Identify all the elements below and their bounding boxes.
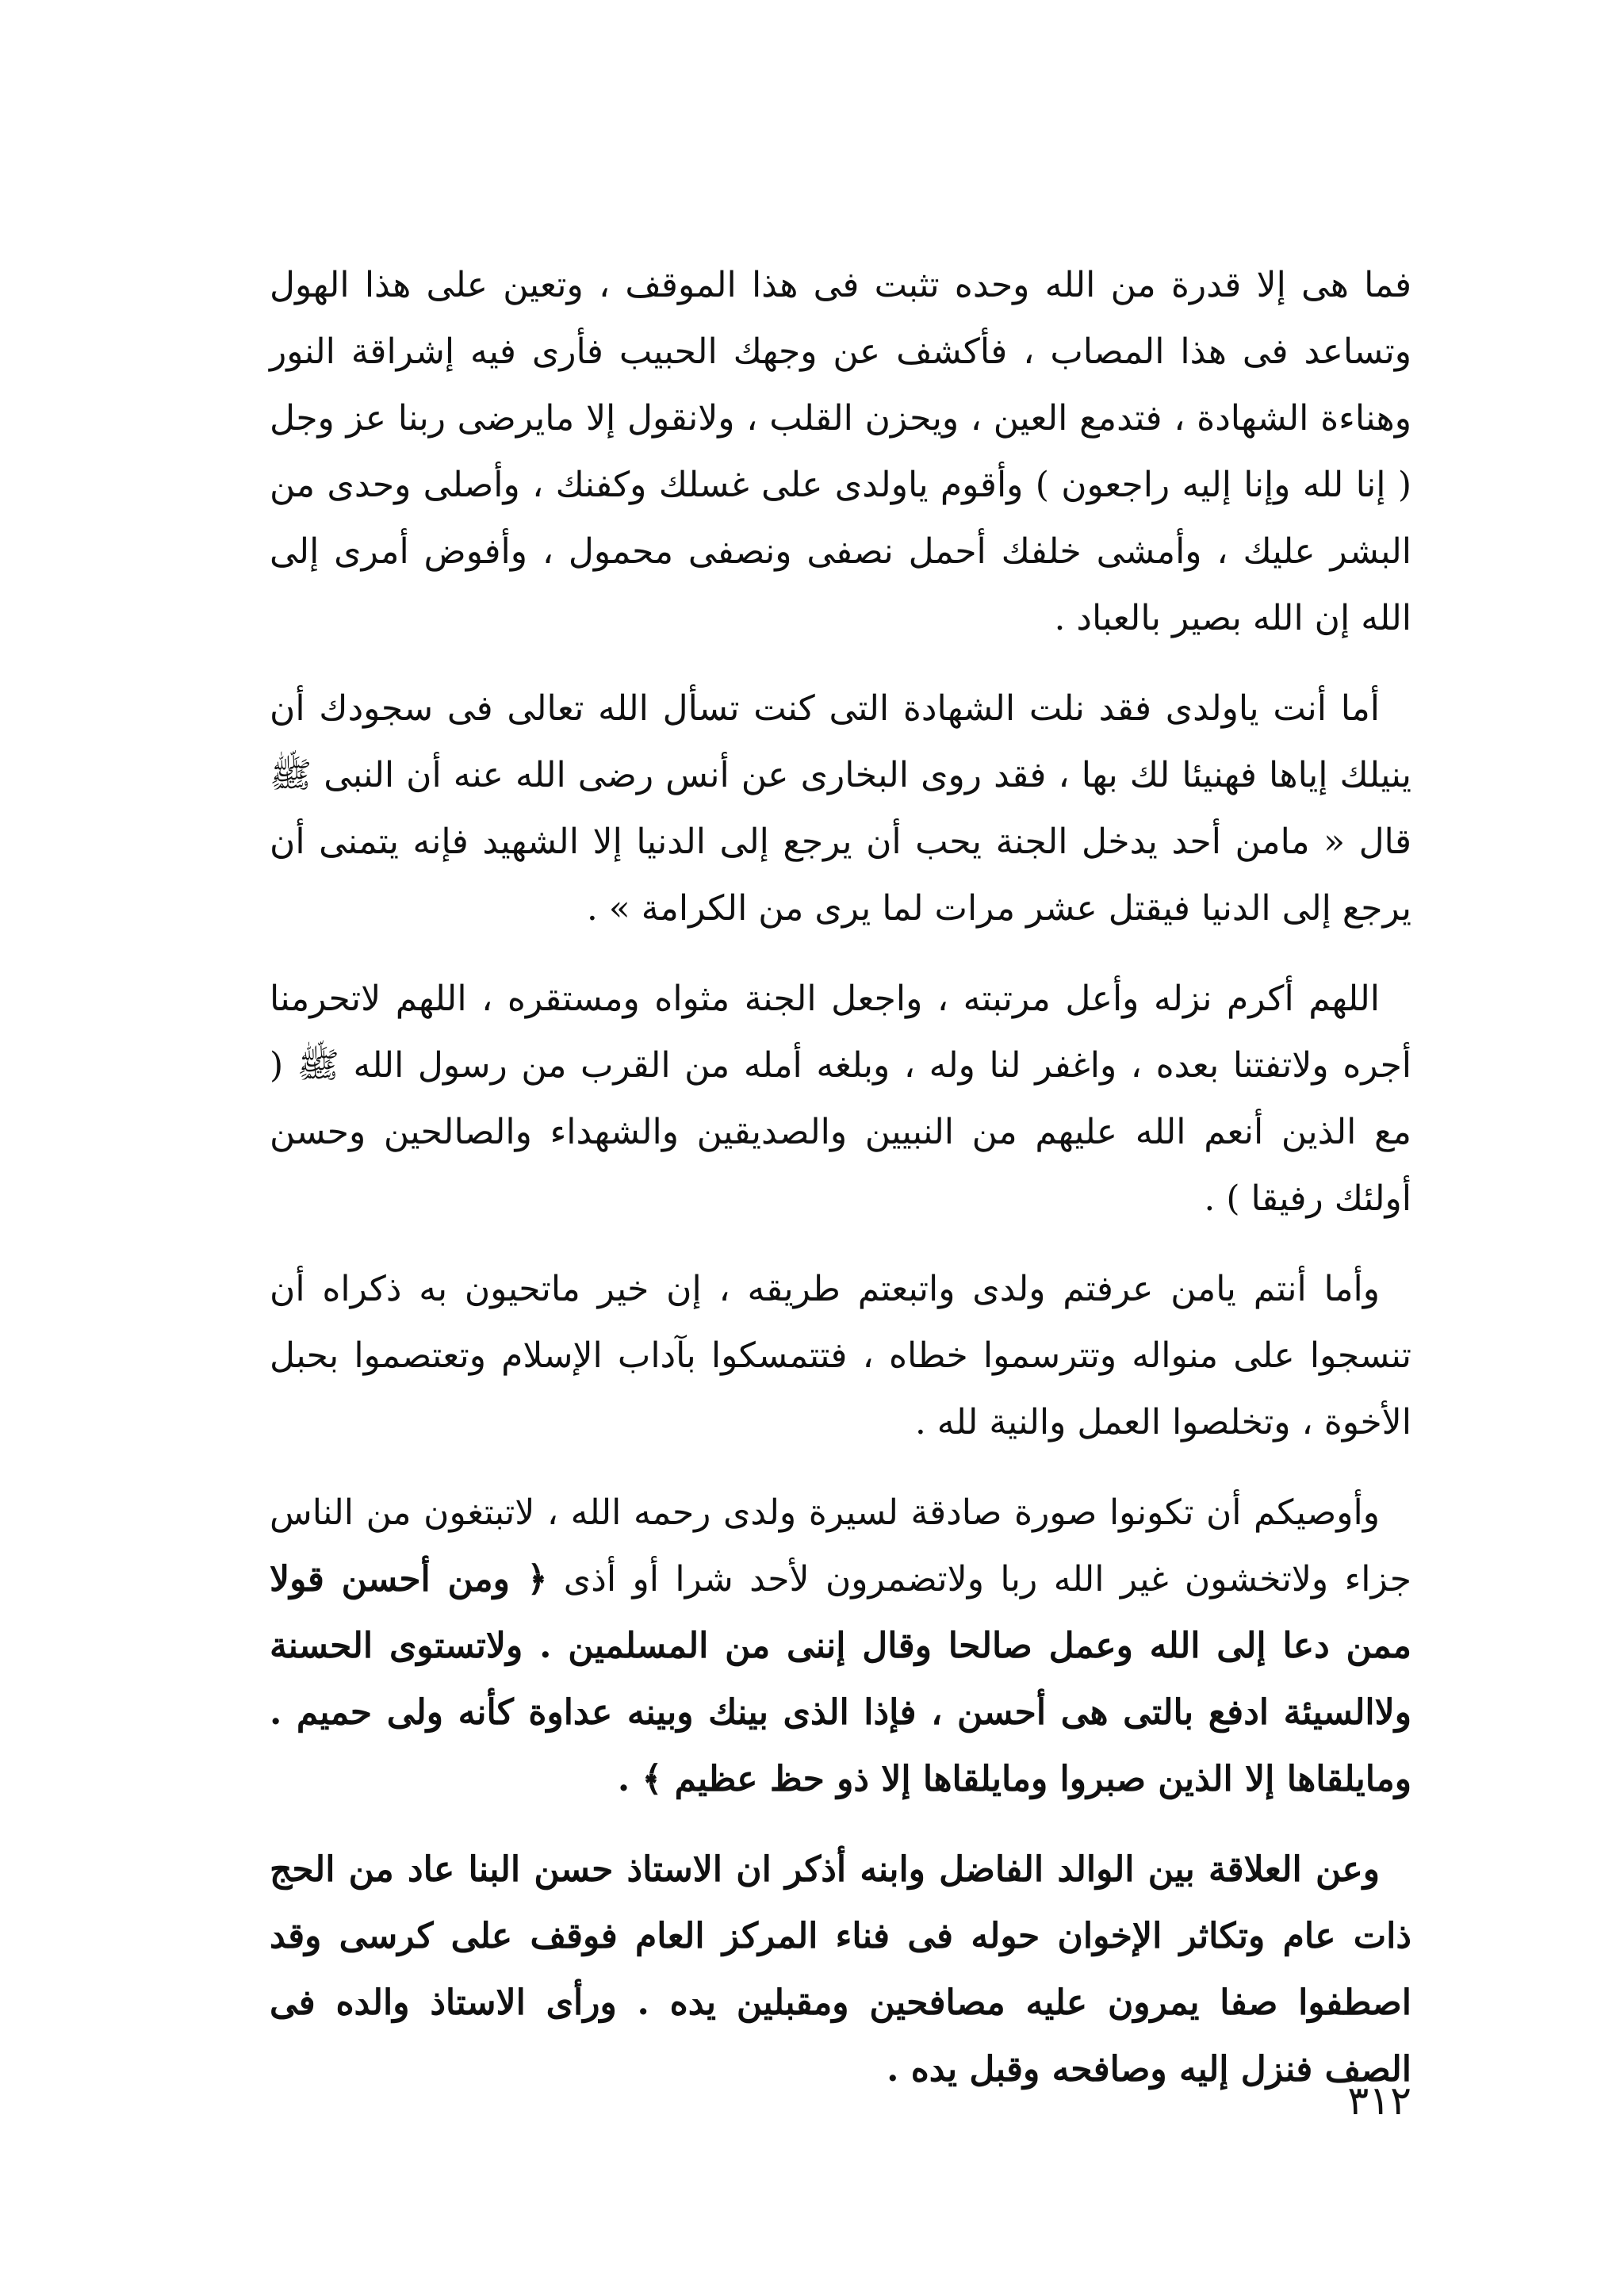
paragraph-6: وعن العلاقة بين الوالد الفاضل وابنه أذكر ان الاستاذ حسن البنا عاد من الحج ذات عام وتكاثر الإخوان حوله فى فناء المركز العام فوقف على كرسى وقد اصطفوا صفا يمرون عليه مصافحين ومقبلين يده . ورأى الاستاذ والده فى الصف فنزل إليه وصافحه وقبل يده . bbox=[270, 1849, 1411, 2090]
paragraph-5-normal: وأوصيكم أن تكونوا صورة صادقة لسيرة ولدى رحمه الله ، لاتبتغون من الناس جزاء ولاتخشون غير الله ربا ولاتضمرون لأحد شرا أو أذى bbox=[270, 1492, 1411, 1599]
paragraph-4: وأما أنتم يامن عرفتم ولدى واتبعتم طريقه ، إن خير ماتحيون به ذكراه أن تنسجوا على منواله وتترسموا خطاه ، فتتمسكوا بآداب الإسلام وتعتصموا بحبل الأخوة ، وتخلصوا العمل والنية لله . bbox=[270, 1269, 1411, 1442]
page-number: ٣١٢ bbox=[1347, 2078, 1411, 2124]
paragraph-5 bbox=[270, 1480, 1411, 1813]
paragraph-2: أما أنت ياولدى فقد نلت الشهادة التى كنت تسأل الله تعالى فى سجودك أن ينيلك إياها فهنيئا لك بها ، فقد روى البخارى عن أنس رضى الله عنه أن النبى ﷺ قال « مامن أحد يدخل الجنة يحب أن يرجع إلى الدنيا إلا الشهيد فإنه يتمنى أن يرجع إلى الدنيا فيقتل عشر مرات لما يرى من الكرامة » . bbox=[270, 688, 1411, 929]
body-text bbox=[270, 252, 1411, 2127]
paragraph-3: اللهم أكرم نزله وأعل مرتبته ، واجعل الجنة مثواه ومستقره ، اللهم لاتحرمنا أجره ولاتفتنا بعده ، واغفر لنا وله ، وبلغه أمله من القرب من رسول الله ﷺ ( مع الذين أنعم الله عليهم من النبيين والصديقين والشهداء والصالحين وحسن أولئك رفيقا ) . bbox=[270, 979, 1411, 1219]
paragraph-1: فما هى إلا قدرة من الله وحده تثبت فى هذا الموقف ، وتعين على هذا الهول وتساعد فى هذا المصاب ، فأكشف عن وجهك الحبيب فأرى فيه إشراقة النور وهناءة الشهادة ، فتدمع العين ، ويحزن القلب ، ولانقول إلا مايرضى ربنا عز وجل ( إنا لله وإنا إليه راجعون ) وأقوم ياولدى على غسلك وكفنك ، وأصلى وحدى من البشر عليك ، وأمشى خلفك أحمل نصفى ونصفى محمول ، وأفوض أمرى إلى الله إن الله بصير بالعباد . bbox=[270, 265, 1411, 638]
quran-verse: ﴿ ومن أحسن قولا ممن دعا إلى الله وعمل صالحا وقال إننى من المسلمين . ولاتستوى الحسنة ولاالسيئة ادفع بالتى هى أحسن ، فإذا الذى بينك وبينه عداوة كأنه ولى حميم . ومايلقاها إلا الذين صبروا ومايلقاها إلا ذو حظ عظيم ﴾ . bbox=[270, 1559, 1411, 1799]
